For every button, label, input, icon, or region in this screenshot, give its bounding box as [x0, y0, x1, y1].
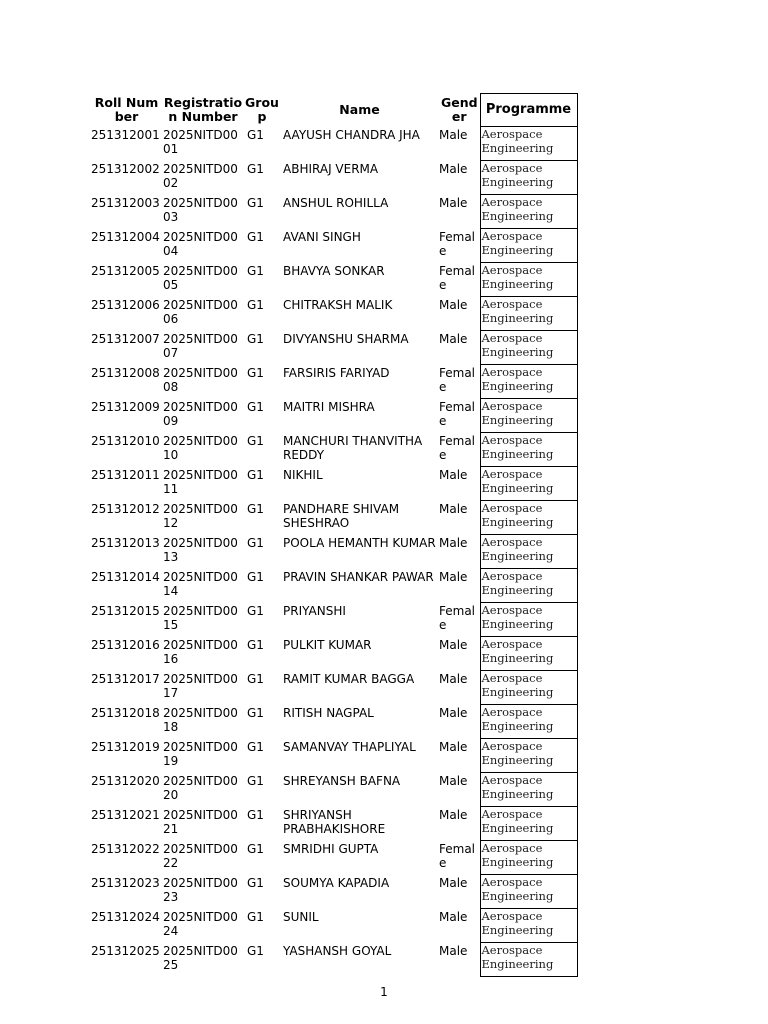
group-cell: G1	[247, 671, 264, 686]
group-cell: G1	[247, 127, 264, 142]
student-roster-table	[91, 93, 578, 977]
table-row	[91, 671, 577, 705]
group-cell: G1	[247, 637, 264, 652]
table-row	[91, 807, 577, 841]
name-cell: POOLA HEMANTH KUMAR	[283, 535, 436, 550]
group-cell: G1	[247, 739, 264, 754]
group-header: Group	[245, 95, 279, 124]
table-row	[91, 773, 577, 807]
gender-cell: Male	[439, 875, 468, 890]
programme-cell: Aerospace Engineering	[480, 195, 577, 229]
name-cell: SHRIYANSH PRABHAKISHORE	[283, 807, 386, 836]
roll-number-cell: 251312010	[91, 433, 160, 448]
name-cell: MANCHURI THANVITHA REDDY	[283, 433, 423, 462]
name-cell: PRIYANSHI	[283, 603, 346, 618]
programme-cell: Aerospace Engineering	[480, 705, 577, 739]
table-row	[91, 161, 577, 195]
programme-cell: Aerospace Engineering	[480, 841, 577, 875]
registration-number-cell: 2025NITD0008	[163, 365, 238, 394]
programme-cell: Aerospace Engineering	[480, 501, 577, 535]
roll-number-cell: 251312015	[91, 603, 160, 618]
name-cell: PRAVIN SHANKAR PAWAR	[283, 569, 434, 584]
name-cell: SOUMYA KAPADIA	[283, 875, 390, 890]
name-cell: SMRIDHI GUPTA	[283, 841, 379, 856]
programme-cell: Aerospace Engineering	[480, 263, 577, 297]
group-cell: G1	[247, 365, 264, 380]
gender-cell: Female	[439, 433, 476, 462]
registration-number-cell: 2025NITD0021	[163, 807, 238, 836]
programme-cell: Aerospace Engineering	[480, 909, 577, 943]
programme-cell: Aerospace Engineering	[480, 535, 577, 569]
registration-number-header: Registration Number	[163, 95, 243, 124]
roll-number-cell: 251312014	[91, 569, 160, 584]
registration-number-cell: 2025NITD0001	[163, 127, 238, 156]
programme-cell: Aerospace Engineering	[480, 943, 577, 977]
roll-number-cell: 251312017	[91, 671, 160, 686]
group-cell: G1	[247, 263, 264, 278]
gender-cell: Male	[439, 637, 468, 652]
roll-number-cell: 251312011	[91, 467, 160, 482]
programme-cell: Aerospace Engineering	[480, 671, 577, 705]
table-body	[91, 127, 577, 977]
group-cell: G1	[247, 229, 264, 244]
group-cell: G1	[247, 297, 264, 312]
name-cell: CHITRAKSH MALIK	[283, 297, 393, 312]
group-cell: G1	[247, 467, 264, 482]
table-row	[91, 127, 577, 161]
roll-number-cell: 251312013	[91, 535, 160, 550]
gender-cell: Male	[439, 909, 468, 924]
name-cell: AAYUSH CHANDRA JHA	[283, 127, 420, 142]
roll-number-cell: 251312003	[91, 195, 160, 210]
roll-number-cell: 251312012	[91, 501, 160, 516]
registration-number-cell: 2025NITD0024	[163, 909, 238, 938]
gender-cell: Male	[439, 501, 468, 516]
gender-cell: Male	[439, 807, 468, 822]
programme-cell: Aerospace Engineering	[480, 807, 577, 841]
roll-number-cell: 251312018	[91, 705, 160, 720]
registration-number-cell: 2025NITD0017	[163, 671, 238, 700]
group-cell: G1	[247, 331, 264, 346]
gender-cell: Male	[439, 773, 468, 788]
name-cell: NIKHIL	[283, 467, 323, 482]
registration-number-cell: 2025NITD0012	[163, 501, 238, 530]
table-row	[91, 501, 577, 535]
table-row	[91, 365, 577, 399]
gender-cell: Female	[439, 603, 476, 632]
name-cell: SUNIL	[283, 909, 319, 924]
roll-number-header: Roll Number	[94, 95, 159, 124]
group-cell: G1	[247, 399, 264, 414]
roll-number-cell: 251312005	[91, 263, 160, 278]
table-row	[91, 909, 577, 943]
registration-number-cell: 2025NITD0003	[163, 195, 238, 224]
group-cell: G1	[247, 909, 264, 924]
table-row	[91, 637, 577, 671]
roll-number-cell: 251312022	[91, 841, 160, 856]
table-row	[91, 433, 577, 467]
group-cell: G1	[247, 807, 264, 822]
programme-cell: Aerospace Engineering	[480, 331, 577, 365]
programme-cell: Aerospace Engineering	[480, 399, 577, 433]
gender-cell: Male	[439, 195, 468, 210]
table-row	[91, 943, 577, 977]
roll-number-cell: 251312016	[91, 637, 160, 652]
name-cell: SAMANVAY THAPLIYAL	[283, 739, 416, 754]
gender-cell: Female	[439, 365, 476, 394]
registration-number-cell: 2025NITD0015	[163, 603, 238, 632]
gender-cell: Male	[439, 467, 468, 482]
registration-number-cell: 2025NITD0025	[163, 943, 238, 972]
registration-number-cell: 2025NITD0004	[163, 229, 238, 258]
gender-cell: Male	[439, 671, 468, 686]
gender-cell: Female	[439, 399, 476, 428]
registration-number-cell: 2025NITD0002	[163, 161, 238, 190]
name-cell: YASHANSH GOYAL	[283, 943, 392, 958]
group-cell: G1	[247, 875, 264, 890]
gender-header: Gender	[440, 95, 478, 124]
roll-number-cell: 251312024	[91, 909, 160, 924]
name-cell: SHREYANSH BAFNA	[283, 773, 401, 788]
programme-cell: Aerospace Engineering	[480, 773, 577, 807]
gender-cell: Male	[439, 161, 468, 176]
roll-number-cell: 251312001	[91, 127, 160, 142]
table-row	[91, 297, 577, 331]
group-cell: G1	[247, 943, 264, 958]
table-row	[91, 705, 577, 739]
programme-header: Programme	[480, 94, 577, 127]
roll-number-cell: 251312006	[91, 297, 160, 312]
registration-number-cell: 2025NITD0011	[163, 467, 238, 496]
table-row	[91, 739, 577, 773]
name-cell: AVANI SINGH	[283, 229, 361, 244]
name-cell: RITISH NAGPAL	[283, 705, 374, 720]
name-header: Name	[339, 102, 380, 117]
registration-number-cell: 2025NITD0005	[163, 263, 238, 292]
name-cell: DIVYANSHU SHARMA	[283, 331, 409, 346]
gender-cell: Male	[439, 705, 468, 720]
table-row	[91, 603, 577, 637]
table-row	[91, 399, 577, 433]
roll-number-cell: 251312008	[91, 365, 160, 380]
registration-number-cell: 2025NITD0016	[163, 637, 238, 666]
programme-cell: Aerospace Engineering	[480, 637, 577, 671]
group-cell: G1	[247, 705, 264, 720]
table-row	[91, 195, 577, 229]
registration-number-cell: 2025NITD0009	[163, 399, 238, 428]
group-cell: G1	[247, 535, 264, 550]
gender-cell: Female	[439, 229, 476, 258]
page-number: 1	[380, 985, 388, 999]
table-row	[91, 569, 577, 603]
name-cell: ANSHUL ROHILLA	[283, 195, 389, 210]
gender-cell: Male	[439, 943, 468, 958]
name-cell: PANDHARE SHIVAM SHESHRAO	[283, 501, 400, 530]
group-cell: G1	[247, 161, 264, 176]
registration-number-cell: 2025NITD0007	[163, 331, 238, 360]
group-cell: G1	[247, 501, 264, 516]
name-cell: FARSIRIS FARIYAD	[283, 365, 390, 380]
registration-number-cell: 2025NITD0013	[163, 535, 238, 564]
programme-cell: Aerospace Engineering	[480, 467, 577, 501]
gender-cell: Female	[439, 263, 476, 292]
table-row	[91, 875, 577, 909]
group-cell: G1	[247, 433, 264, 448]
roll-number-cell: 251312004	[91, 229, 160, 244]
programme-cell: Aerospace Engineering	[480, 603, 577, 637]
group-cell: G1	[247, 569, 264, 584]
gender-cell: Male	[439, 331, 468, 346]
programme-cell: Aerospace Engineering	[480, 365, 577, 399]
registration-number-cell: 2025NITD0006	[163, 297, 238, 326]
registration-number-cell: 2025NITD0018	[163, 705, 238, 734]
roll-number-cell: 251312009	[91, 399, 160, 414]
roll-number-cell: 251312002	[91, 161, 160, 176]
gender-cell: Male	[439, 739, 468, 754]
gender-cell: Female	[439, 841, 476, 870]
gender-cell: Male	[439, 569, 468, 584]
table-row	[91, 841, 577, 875]
programme-cell: Aerospace Engineering	[480, 229, 577, 263]
gender-cell: Male	[439, 127, 468, 142]
registration-number-cell: 2025NITD0023	[163, 875, 238, 904]
roll-number-cell: 251312023	[91, 875, 160, 890]
name-cell: MAITRI MISHRA	[283, 399, 375, 414]
name-cell: BHAVYA SONKAR	[283, 263, 385, 278]
group-cell: G1	[247, 195, 264, 210]
roll-number-cell: 251312025	[91, 943, 160, 958]
table-row	[91, 263, 577, 297]
programme-cell: Aerospace Engineering	[480, 297, 577, 331]
programme-cell: Aerospace Engineering	[480, 875, 577, 909]
group-cell: G1	[247, 773, 264, 788]
roll-number-cell: 251312019	[91, 739, 160, 754]
roll-number-cell: 251312021	[91, 807, 160, 822]
gender-cell: Male	[439, 535, 468, 550]
table-row	[91, 535, 577, 569]
programme-cell: Aerospace Engineering	[480, 161, 577, 195]
group-cell: G1	[247, 841, 264, 856]
registration-number-cell: 2025NITD0022	[163, 841, 238, 870]
registration-number-cell: 2025NITD0010	[163, 433, 238, 462]
gender-cell: Male	[439, 297, 468, 312]
roll-number-cell: 251312007	[91, 331, 160, 346]
registration-number-cell: 2025NITD0019	[163, 739, 238, 768]
registration-number-cell: 2025NITD0014	[163, 569, 238, 598]
name-cell: ABHIRAJ VERMA	[283, 161, 379, 176]
header-row	[91, 94, 577, 127]
registration-number-cell: 2025NITD0020	[163, 773, 238, 802]
programme-cell: Aerospace Engineering	[480, 127, 577, 161]
roll-number-cell: 251312020	[91, 773, 160, 788]
programme-cell: Aerospace Engineering	[480, 739, 577, 773]
programme-cell: Aerospace Engineering	[480, 433, 577, 467]
name-cell: PULKIT KUMAR	[283, 637, 372, 652]
programme-cell: Aerospace Engineering	[480, 569, 577, 603]
table-row	[91, 229, 577, 263]
name-cell: RAMIT KUMAR BAGGA	[283, 671, 415, 686]
table-row	[91, 331, 577, 365]
table-row	[91, 467, 577, 501]
group-cell: G1	[247, 603, 264, 618]
